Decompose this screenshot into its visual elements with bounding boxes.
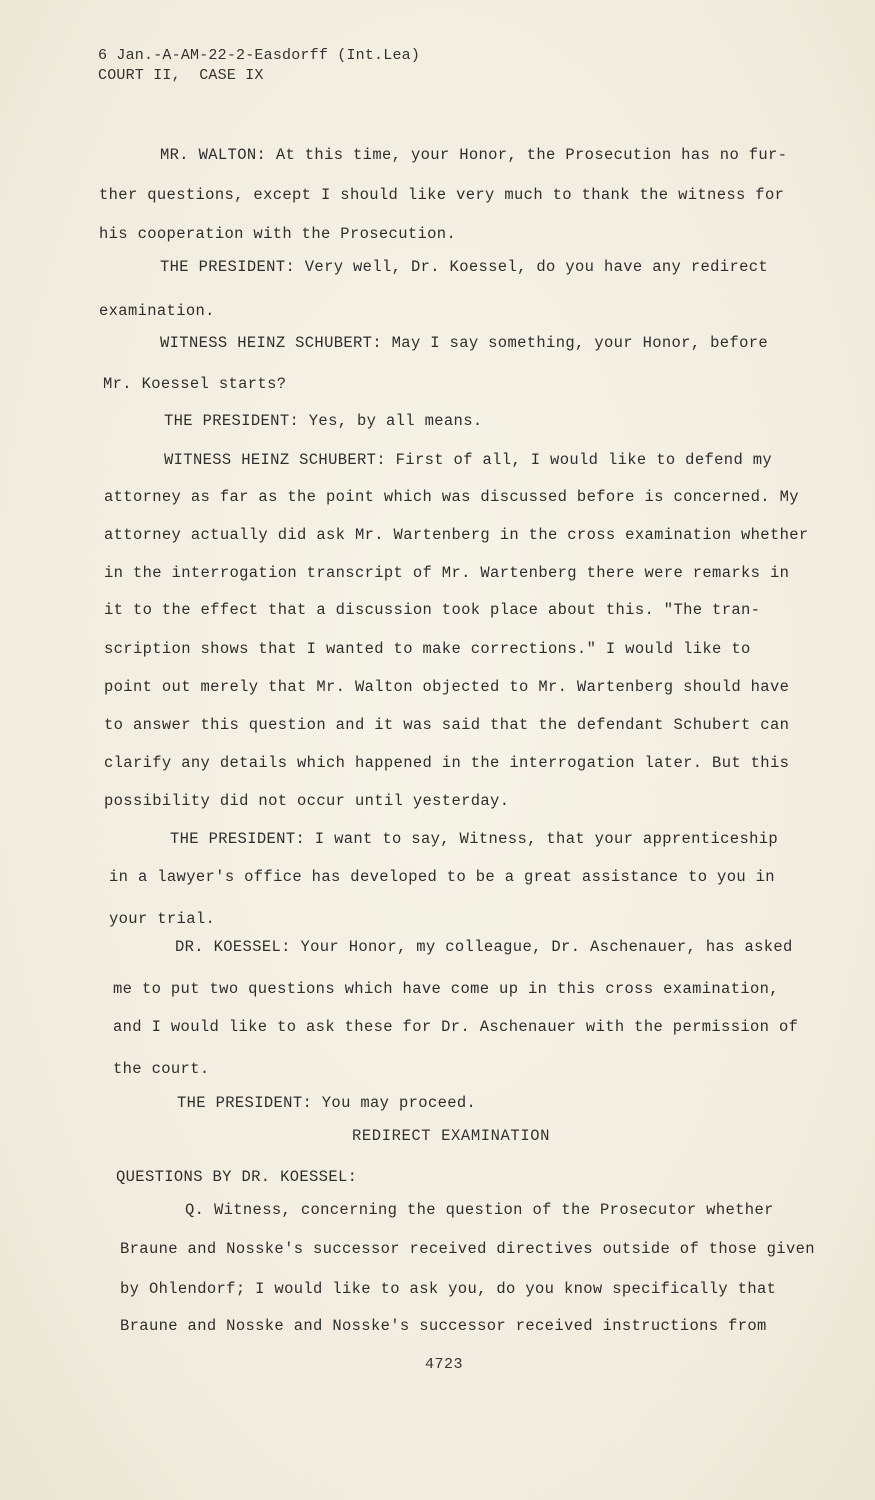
text-line: MR. WALTON: At this time, your Honor, the Prosecution has no fur-: [160, 146, 788, 164]
text-line: point out merely that Mr. Walton objected to Mr. Wartenberg should have: [104, 678, 790, 696]
text-line: WITNESS HEINZ SCHUBERT: May I say something, your Honor, before: [160, 334, 769, 352]
page-number: 4723: [425, 1356, 464, 1373]
text-line: by Ohlendorf; I would like to ask you, do you know specifically that: [120, 1280, 777, 1298]
text-line: it to the effect that a discussion took place about this. "The tran-: [104, 601, 761, 619]
text-line: Braune and Nosske and Nosske's successor received instructions from: [120, 1317, 767, 1335]
text-line: QUESTIONS BY DR. KOESSEL:: [116, 1168, 358, 1186]
section-heading: REDIRECT EXAMINATION: [352, 1127, 551, 1145]
text-line: THE PRESIDENT: Yes, by all means.: [164, 412, 483, 430]
text-line: clarify any details which happened in the interrogation later. But this: [104, 754, 790, 772]
text-line: his cooperation with the Prosecution.: [99, 225, 457, 243]
text-line: examination.: [99, 302, 215, 320]
text-line: and I would like to ask these for Dr. Aschenauer with the permission of: [113, 1018, 799, 1036]
text-line: scription shows that I wanted to make corrections." I would like to: [104, 640, 751, 658]
text-line: THE PRESIDENT: You may proceed.: [177, 1094, 477, 1112]
text-line: THE PRESIDENT: Very well, Dr. Koessel, do you have any redirect: [160, 258, 769, 276]
text-line: your trial.: [109, 910, 216, 928]
text-line: attorney as far as the point which was discussed before is concerned. My: [104, 488, 799, 506]
document-header: [98, 46, 420, 86]
text-line: THE PRESIDENT: I want to say, Witness, that your apprenticeship: [170, 830, 779, 848]
text-line: attorney actually did ask Mr. Wartenberg in the cross examination whether: [104, 526, 809, 544]
text-line: me to put two questions which have come up in this cross examination,: [113, 980, 779, 998]
text-line: to answer this question and it was said that the defendant Schubert can: [104, 716, 790, 734]
text-line: in a lawyer's office has developed to be a great assistance to you in: [109, 868, 775, 886]
text-line: possibility did not occur until yesterday.: [104, 792, 510, 810]
text-line: ther questions, except I should like very much to thank the witness for: [99, 186, 785, 204]
header-line-1: 6 Jan.-A-AM-22-2-Easdorff (Int.Lea): [98, 47, 421, 64]
header-line-2: COURT II, CASE IX: [98, 67, 264, 84]
text-line: Mr. Koessel starts?: [103, 375, 287, 393]
text-line: Q. Witness, concerning the question of the Prosecutor whether: [185, 1201, 774, 1219]
text-line: Braune and Nosske's successor received directives outside of those given: [120, 1240, 815, 1258]
text-line: the court.: [113, 1060, 210, 1078]
text-line: DR. KOESSEL: Your Honor, my colleague, Dr. Aschenauer, has asked: [175, 938, 793, 956]
text-line: in the interrogation transcript of Mr. Wartenberg there were remarks in: [104, 564, 790, 582]
text-line: WITNESS HEINZ SCHUBERT: First of all, I would like to defend my: [164, 451, 773, 469]
